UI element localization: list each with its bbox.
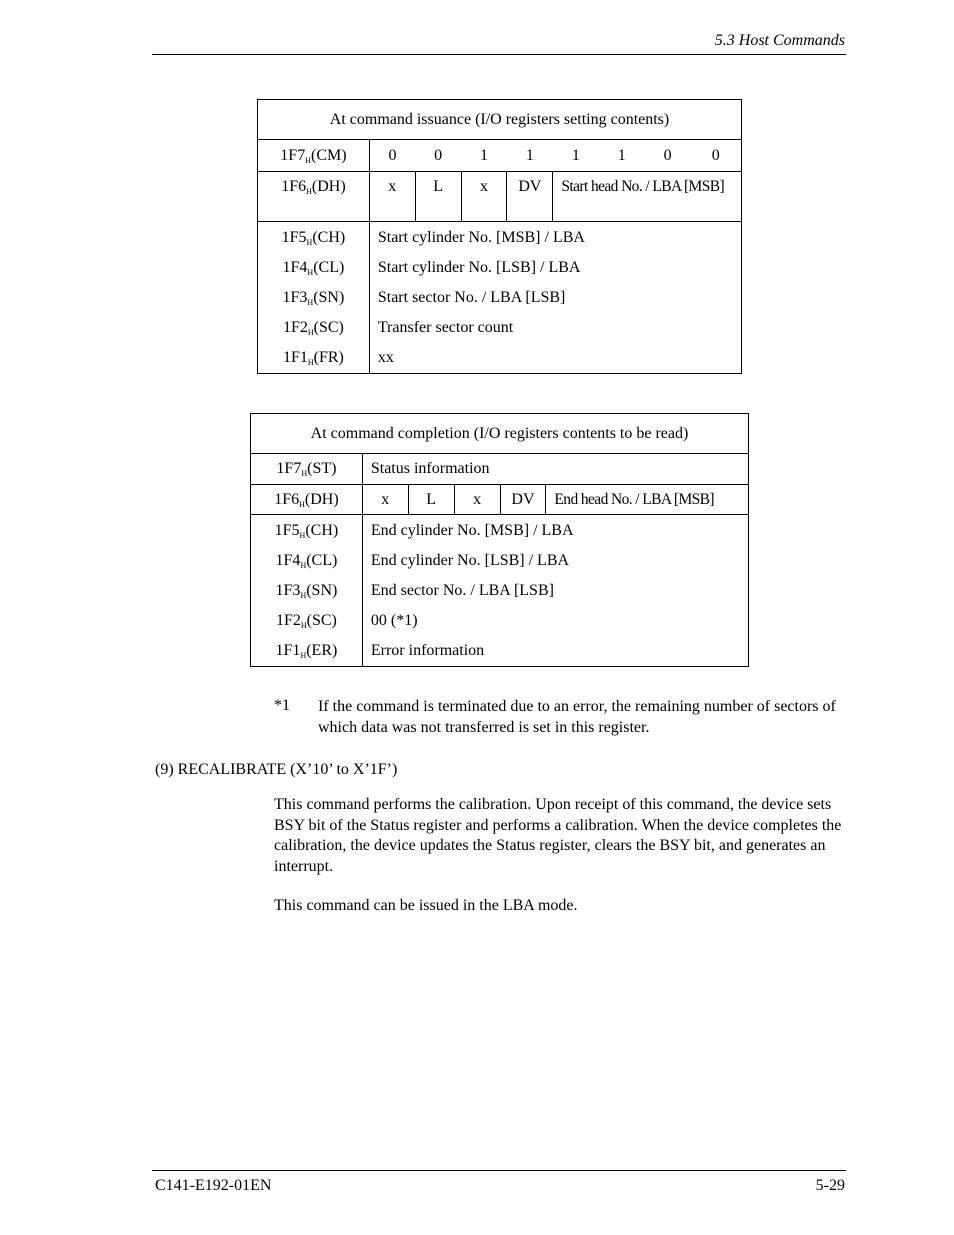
register-label-column [251, 515, 363, 667]
running-header: 5.3 Host Commands [714, 32, 845, 49]
bit-cell: 0 [645, 140, 691, 172]
register-label: $1F2_H(SC)$ [282, 319, 344, 337]
register-desc: Start cylinder No. [LSB] / LBA [377, 258, 581, 276]
table-title: At command completion (I/O registers contents to be read) [251, 414, 749, 454]
completion-register-table [250, 413, 749, 667]
bit-cell: 1 [507, 140, 553, 172]
bit-cell: DV [507, 172, 553, 222]
register-desc: Transfer sector count [377, 318, 514, 336]
issuance-register-table [257, 99, 742, 374]
bit-cell: L [408, 485, 454, 515]
bit-cell: x [461, 172, 507, 222]
register-label: $1F4_H(CL)$ [275, 552, 338, 570]
head-number-cell: End head No. / LBA [MSB] [546, 485, 749, 515]
register-label-dh: $1F6_H(DH)$ [251, 485, 363, 515]
register-desc: Start cylinder No. [MSB] / LBA [377, 228, 585, 246]
register-label: $1F1_H(ER)$ [275, 642, 338, 660]
register-desc: End cylinder No. [MSB] / LBA [370, 521, 574, 539]
bit-cell: x [362, 485, 408, 515]
register-desc: 00 (*1) [370, 611, 418, 629]
register-label: $1F1_H(FR)$ [282, 349, 344, 367]
document-id: C141-E192-01EN [155, 1177, 272, 1194]
bit-cell: L [415, 172, 461, 222]
bit-cell: 1 [599, 140, 645, 172]
body-paragraph: This command can be issued in the LBA mode. [274, 897, 578, 914]
register-desc-column [362, 515, 748, 667]
footnote-mark: *1 [274, 697, 290, 714]
status-info-cell: Status information [362, 454, 748, 485]
head-number-cell: Start head No. / LBA [MSB] [553, 172, 742, 222]
footer-rule [152, 1170, 846, 1171]
footnote-text: If the command is terminated due to an error, the remaining number of sectors of which data was not transferred is set in this register. [318, 698, 836, 736]
bit-cell: 1 [461, 140, 507, 172]
register-label: $1F2_H(SC)$ [275, 612, 337, 630]
bit-cell: 0 [369, 140, 415, 172]
bit-cell: 0 [691, 140, 742, 172]
header-rule [152, 54, 846, 55]
register-desc: End cylinder No. [LSB] / LBA [370, 551, 570, 569]
register-label: $1F3_H(SN)$ [275, 582, 338, 600]
register-label: $1F3_H(SN)$ [282, 289, 345, 307]
register-label-dh: $1F6_H(DH)$ [258, 172, 370, 222]
bit-cell: 0 [415, 140, 461, 172]
register-label: $1F5_H(CH)$ [281, 229, 346, 247]
page-number: 5-29 [815, 1177, 845, 1194]
bit-cell: x [454, 485, 500, 515]
bit-cell: DV [500, 485, 546, 515]
body-paragraph: This command performs the calibration. Upon receipt of this command, the device sets BSY bit of the Status register and performs a calibration. When the device completes the calibration, the device updates the Status register, clears the BSY bit, and generates an interrupt. [274, 796, 842, 875]
section-heading: (9) RECALIBRATE (X’10’ to X’1F’) [155, 761, 398, 778]
bit-cell: x [369, 172, 415, 222]
table-title: At command issuance (I/O registers setting contents) [258, 100, 742, 140]
register-desc: xx [377, 348, 394, 366]
register-label-st: $1F7_H(ST)$ [251, 454, 363, 485]
bit-cell: 1 [553, 140, 599, 172]
register-label: $1F5_H(CH)$ [274, 522, 339, 540]
register-desc: Start sector No. / LBA [LSB] [377, 288, 566, 306]
register-desc: Error information [370, 641, 485, 659]
register-label-cm: $1F7_H(CM)$ [258, 140, 370, 172]
register-desc: End sector No. / LBA [LSB] [370, 581, 554, 599]
register-label-column [258, 222, 370, 374]
register-label: $1F4_H(CL)$ [282, 259, 345, 277]
register-desc-column [369, 222, 741, 374]
